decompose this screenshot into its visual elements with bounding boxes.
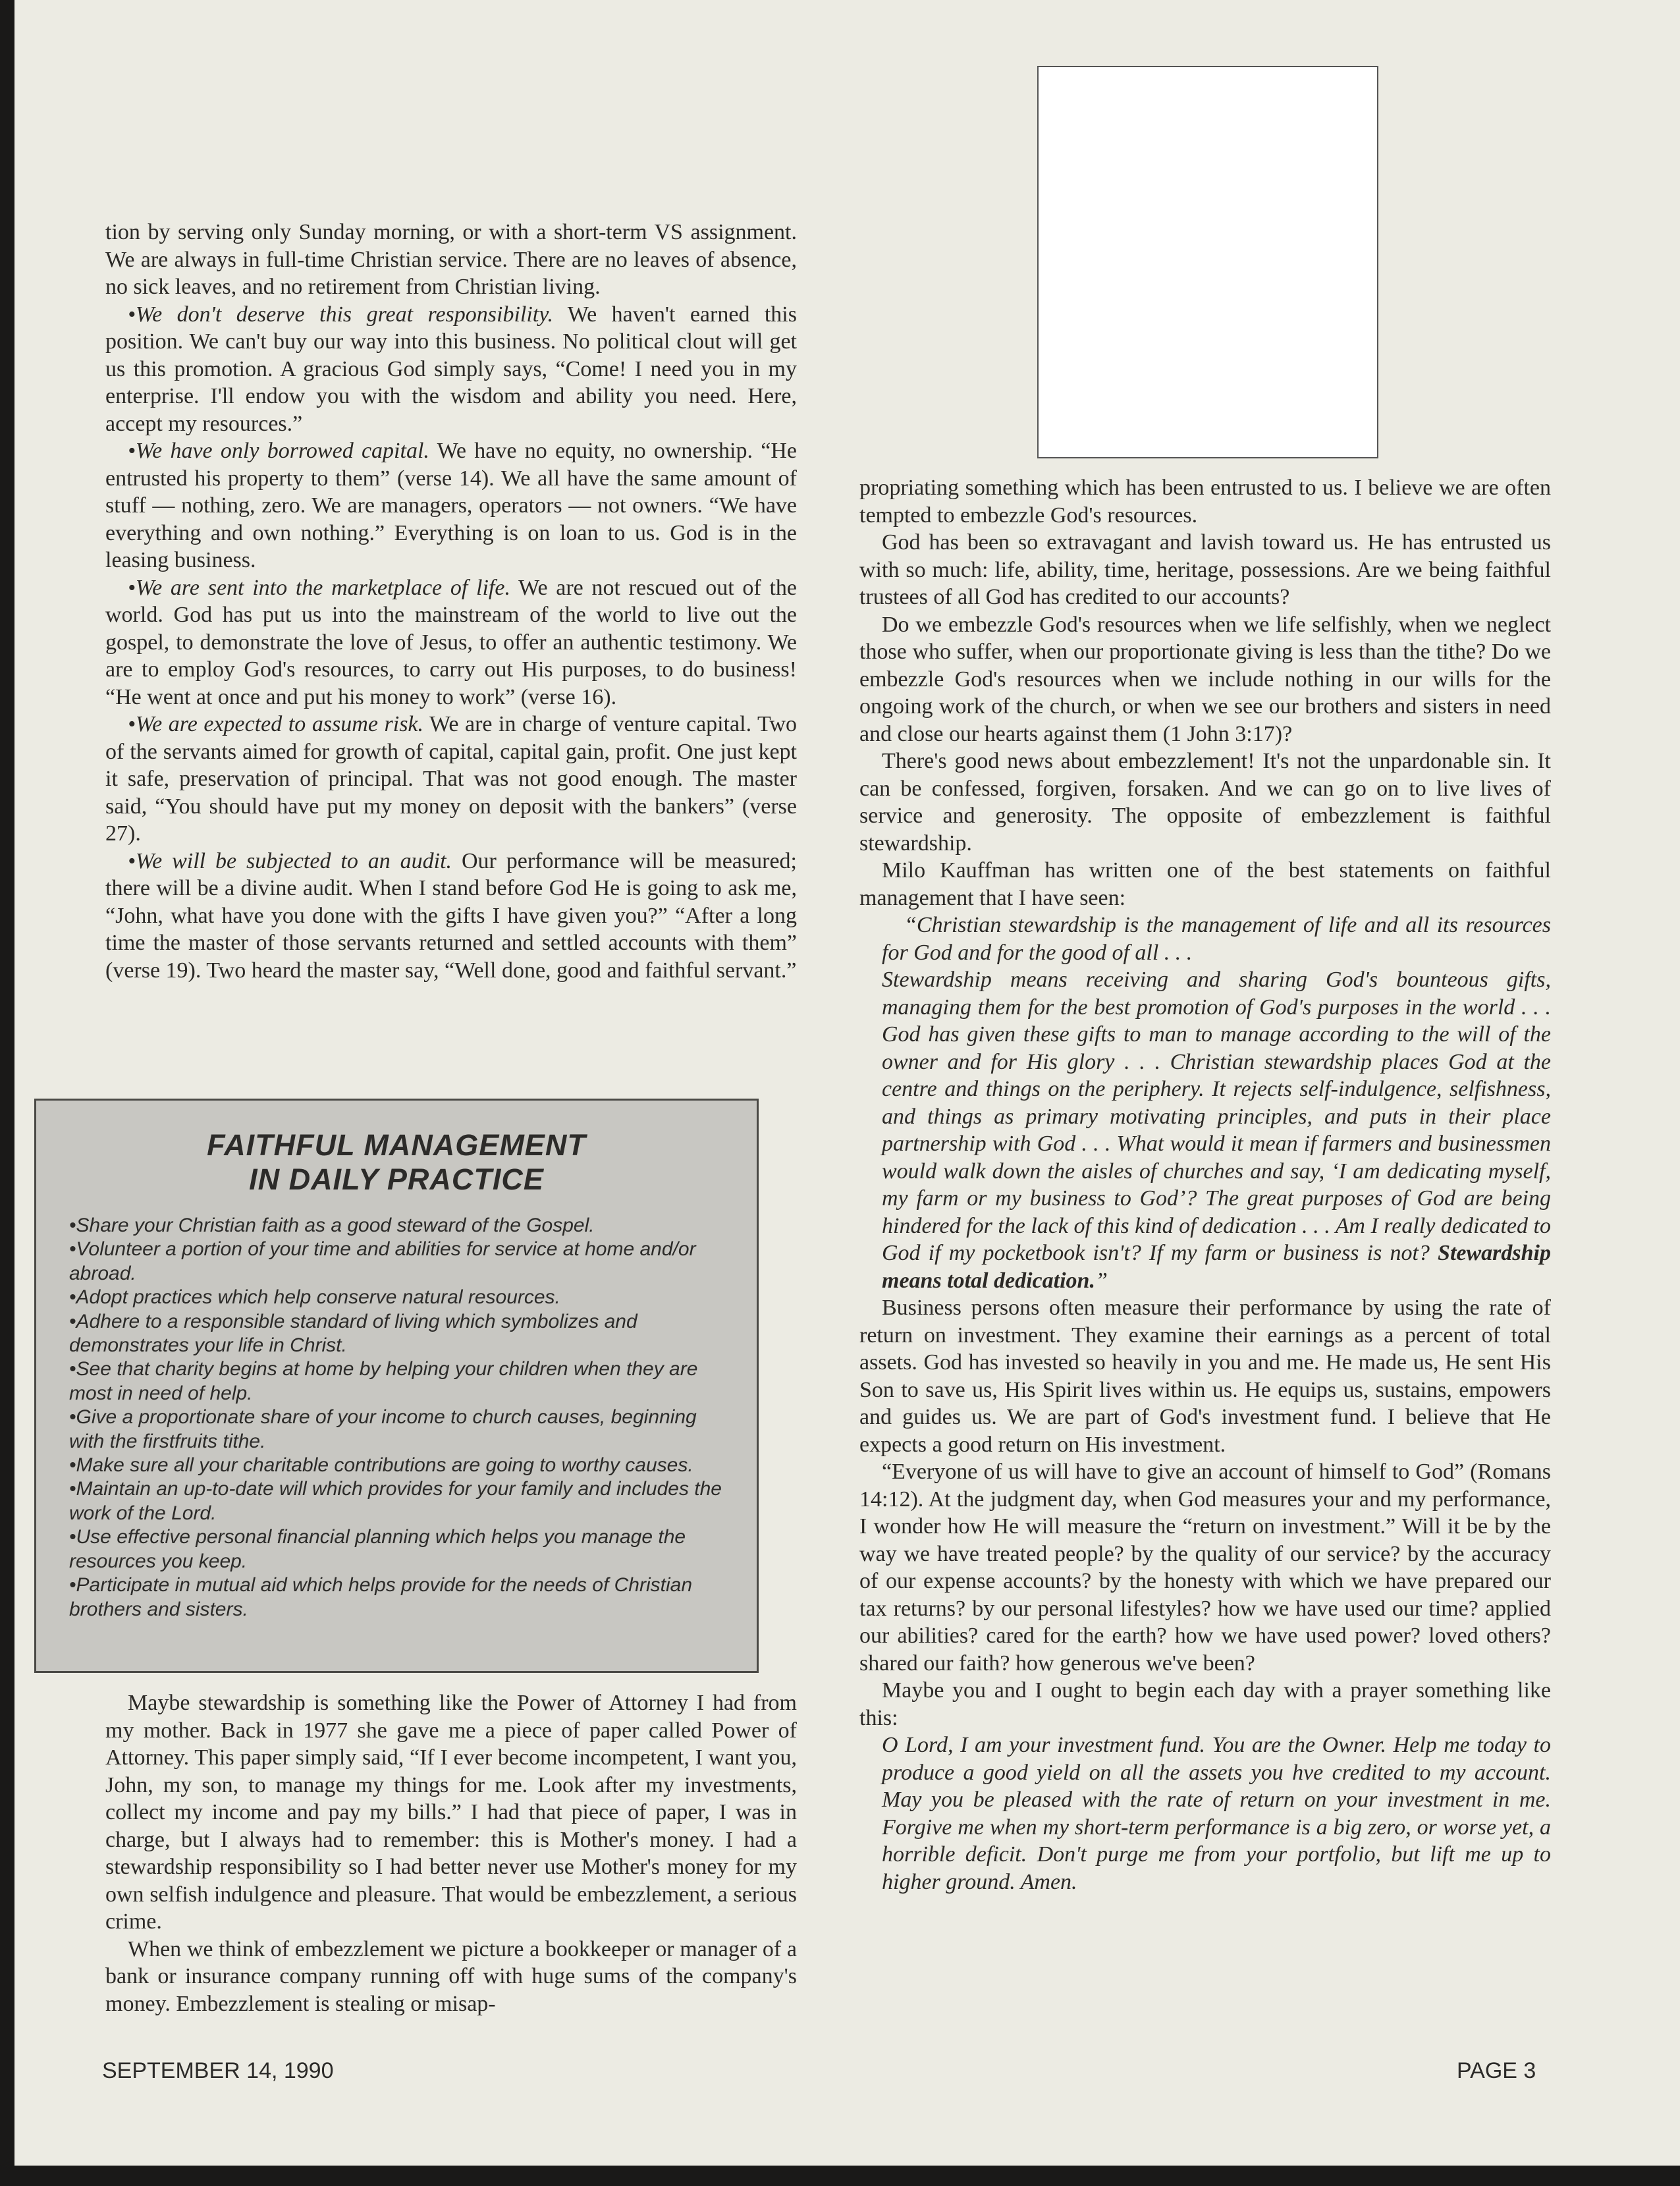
sidebar-list-item: •Volunteer a portion of your time and abilities for service at home and/or abroad. <box>69 1238 696 1284</box>
faithful-management-sidebar <box>34 1099 759 1673</box>
scan-edge-left <box>0 0 14 2186</box>
sidebar-list <box>69 1214 730 1622</box>
sidebar-list-item: •Make sure all your charitable contributions are going to worthy causes. <box>69 1454 693 1477</box>
right-column <box>859 474 1551 1896</box>
paragraph: There's good news about embezzlement! It's not the unpardonable sin. It can be confessed, forgiven, forsaken. And we can go on to live lives of service and generosity. The opposite of embezzlement is faithful stewardship. <box>859 749 1551 856</box>
paragraph: •We will be subjected to an audit. Our performance will be measured; there will be a divine audit. When I stand before God He is going to ask me, “John, what have you done with the gifts I have given you?” “After a long time the master of those servants returned and settled accounts with them” (verse 19). Two heard the master say, “Well done, good and faithful servant.” <box>105 848 797 983</box>
left-column-bottom <box>105 1689 797 2017</box>
paragraph: Business persons often measure their performance by using the rate of return on investment. They examine their earnings as a percent of total assets. God has invested so heavily in you and me. He made us, He sent His Son to save us, His Spirit lives within us. He equips us, sustains, empowers and guides us. We are part of God's investment fund. I believe that He expects a good return on His investment. <box>859 1296 1551 1457</box>
sidebar-list-item: •Give a proportionate share of your income to church causes, beginning with the firstfruits tithe. <box>69 1406 697 1452</box>
paragraph: Do we embezzle God's resources when we life selfishly, when we neglect those who suffer, when our proportionate giving is less than the tithe? Do we embezzle God's resources when we include nothing in our wills for the ongoing work of the church, or when we see our brothers and sisters in need and close our hearts against them (1 John 3:17)? <box>859 612 1551 746</box>
paragraph: tion by serving only Sunday morning, or with a short-term VS assignment. We are always in full-time Christian service. There are no leaves of absence, no sick leaves, and no retirement from Christian living. <box>105 220 797 299</box>
sidebar-list-item: •Participate in mutual aid which helps provide for the needs of Christian brothers and sisters. <box>69 1574 693 1620</box>
paragraph: Milo Kauffman has written one of the best statements on faithful management that I have seen: <box>859 858 1551 910</box>
scan-edge-bottom <box>0 2166 1680 2186</box>
sidebar-title: FAITHFUL MANAGEMENT IN DAILY PRACTICE <box>207 1128 586 1196</box>
paragraph: “Everyone of us will have to give an account of himself to God” (Romans 14:12). At the judgment day, when God measures your and my performance, I wonder how He will measure the “return on investment.” Will it be by the way we have treated people? by the quality of our service? by the accuracy of our expense accounts? by the honesty with which we have prepared our tax returns? by our personal lifestyles? how we have used our time? applied our abilities? cared for the earth? how we have used power? loved others? shared our faith? how generous we've been? <box>859 1460 1551 1676</box>
paragraph: •We don't deserve this great responsibility. We haven't earned this position. We can't buy our way into this business. No political clout will get us this promotion. A gracious God simply says, “Come! I need you in my enterprise. I'll endow you with the wisdom and ability you need. Here, accept my resources.” <box>105 302 797 436</box>
paragraph: •We are expected to assume risk. We are in charge of venture capital. Two of the servants aimed for growth of capital, capital gain, profit. One just kept it safe, preservation of principal. That was not good enough. The master said, “You should have put my money on deposit with the bankers” (verse 27). <box>105 712 797 846</box>
paragraph: When we think of embezzlement we picture a bookkeeper or manager of a bank or insurance company running off with huge sums of the company's money. Embezzlement is stealing or misap- <box>105 1936 797 2016</box>
prayer: O Lord, I am your investment fund. You are the Owner. Help me today to produce a good yield on all the assets you hve credited to my account. May you be pleased with the rate of return on your investment in me. Forgive me when my short-term performance is a big zero, or worse yet, a horrible deficit. Don't purge me from your portfolio, but lift me up to higher ground. Amen. <box>882 1733 1551 1894</box>
sidebar-list-item: •Use effective personal financial planning which helps you manage the resources you keep. <box>69 1526 686 1572</box>
sidebar-list-item: •Maintain an up-to-date will which provides for your family and includes the work of the Lord. <box>69 1478 722 1524</box>
photo-placeholder <box>1037 66 1378 458</box>
footer-date: SEPTEMBER 14, 1990 <box>102 2058 334 2083</box>
paragraph: God has been so extravagant and lavish toward us. He has entrusted us with so much: life, ability, time, heritage, possessions. Are we being faithful trustees of all God has credited to our accounts? <box>859 530 1551 609</box>
sidebar-list-item: •Share your Christian faith as a good steward of the Gospel. <box>69 1215 595 1236</box>
page-number: PAGE 3 <box>1457 2058 1536 2083</box>
kauffman-quote: “Christian stewardship is the management of life and all its resources for God and for the good of all . . . Stewardship means receiving and sharing God's bounteous gifts, managing them for the best promotion of God's purposes in the world . . . God has given these gifts to man to manage according to the will of the owner and for His glory . . . Christian stewardship places God at the centre and things on the periphery. It rejects self-indulgence, selfishness, and things as primary motivating principles, and puts in their place partnership with God . . . What would it mean if farmers and businessmen would walk down the aisles of churches and say, ‘I am dedicating myself, my farm or my business to God’? The great purposes of God are being hindered for the lack of this kind of dedication . . . Am I really dedicated to God if my pocketbook isn't? If my farm or business is not? Stewardship means total dedication.” <box>882 913 1551 1293</box>
left-column-top <box>105 219 797 984</box>
paragraph: propriating something which has been entrusted to us. I believe we are often tempted to embezzle God's resources. <box>859 476 1551 528</box>
paragraph: Maybe stewardship is something like the Power of Attorney I had from my mother. Back in 1977 she gave me a piece of paper called Power of Attorney. This paper simply said, “If I ever become incompetent, I want you, John, my son, to manage my things for me. Look after my investments, collect my income and pay my bills.” I had that piece of paper, I was in charge, but I always had to remember: this is Mother's money. I had a stewardship responsibility so I had better never use Mother's money for my own selfish indulgence and pleasure. That would be embezzlement, a serious crime. <box>105 1691 797 1934</box>
paragraph: Maybe you and I ought to begin each day with a prayer something like this: <box>859 1678 1551 1730</box>
paragraph: •We are sent into the marketplace of life. We are not rescued out of the world. God has put us into the mainstream of the world to live out the gospel, to demonstrate the love of Jesus, to offer an authentic testimony. We are to employ God's resources, to carry out His purposes, to do business! “He went at once and put his money to work” (verse 16). <box>105 575 797 709</box>
paragraph: •We have only borrowed capital. We have no equity, no ownership. “He entrusted his property to them” (verse 14). We all have the same amount of stuff — nothing, zero. We are managers, operators — not owners. “We have everything and own nothing.” Everything is on loan to us. God is in the leasing business. <box>105 439 797 572</box>
sidebar-list-item: •Adopt practices which help conserve natural resources. <box>69 1286 560 1309</box>
sidebar-list-item: •See that charity begins at home by helping your children when they are most in need of help. <box>69 1358 698 1404</box>
sidebar-list-item: •Adhere to a responsible standard of living which symbolizes and demonstrates your life in Christ. <box>69 1310 637 1357</box>
